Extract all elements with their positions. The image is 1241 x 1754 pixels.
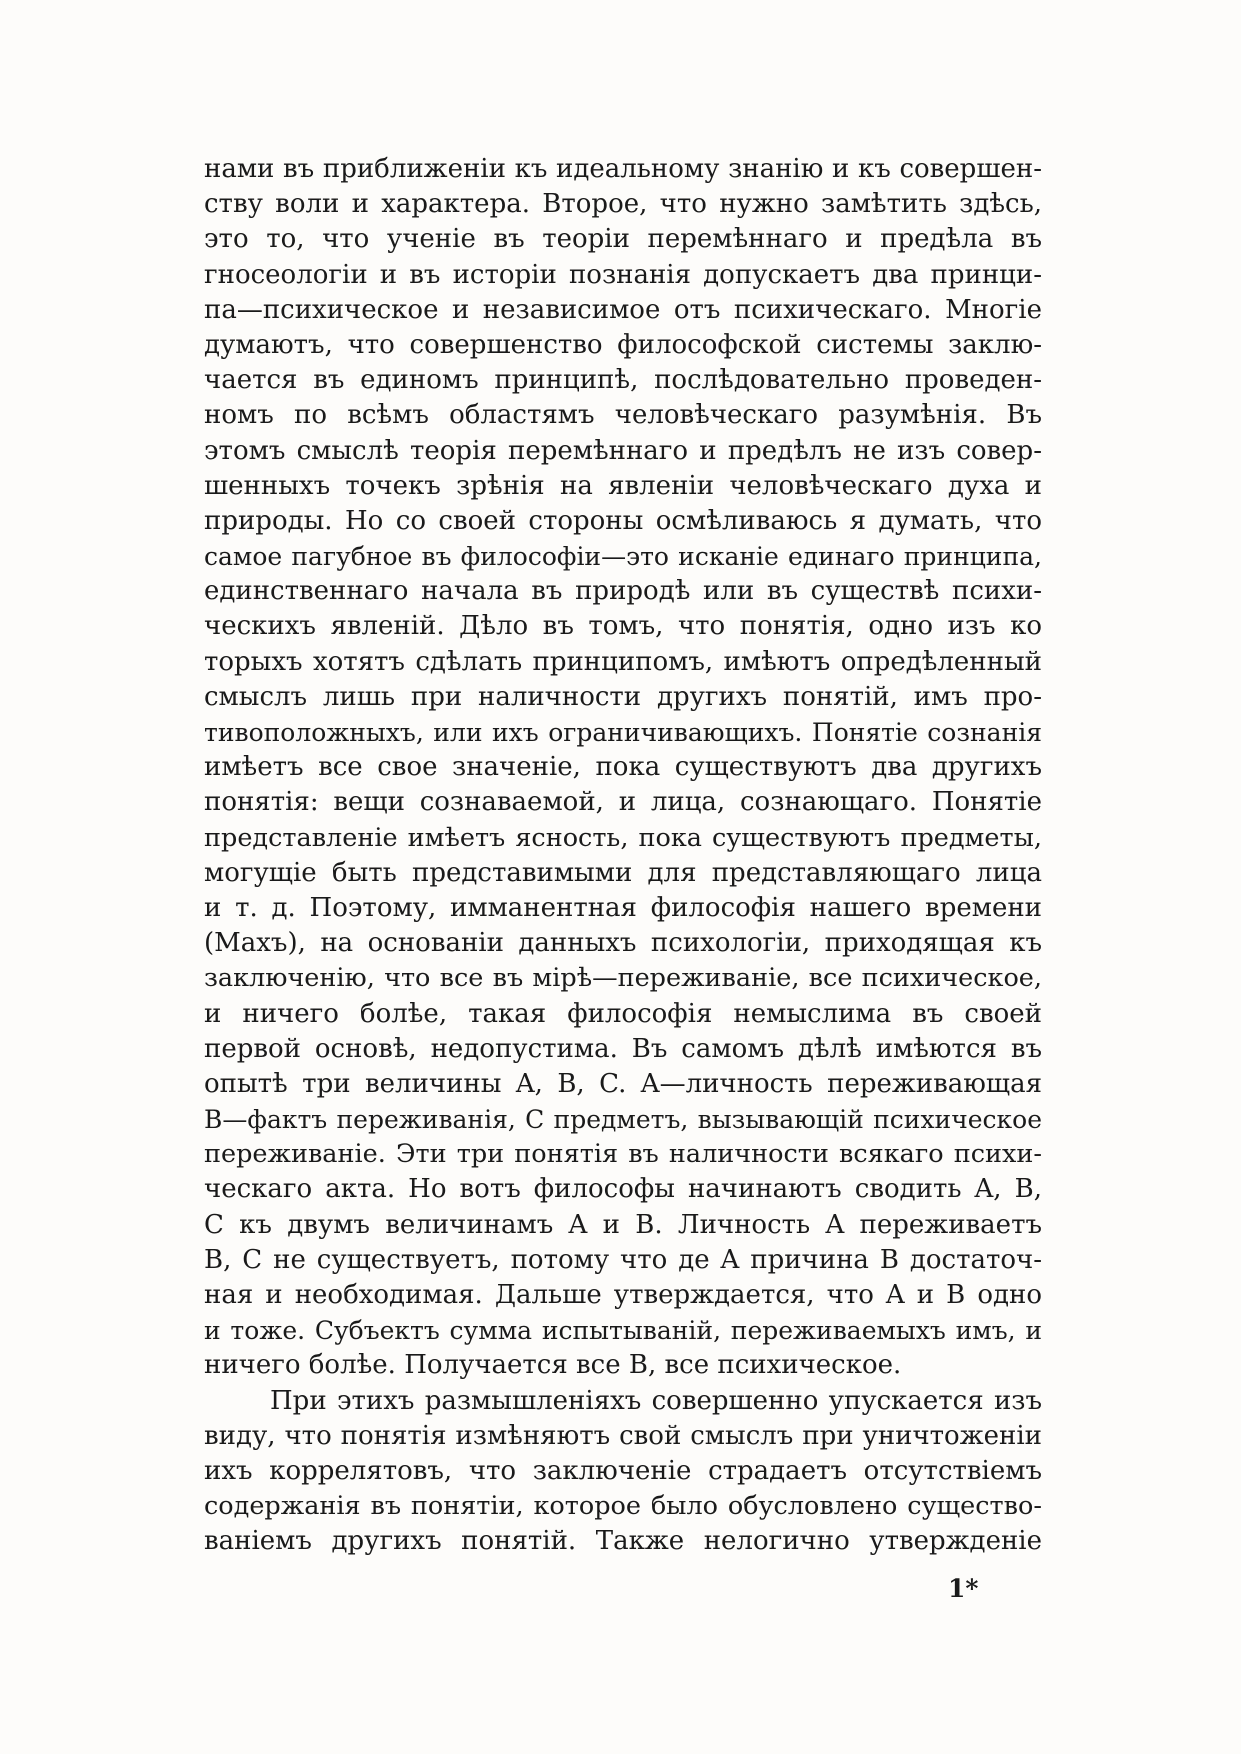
text-line: ничего болѣе. Получается все B, все психическое. bbox=[204, 1350, 902, 1381]
text-line: это то, что ученіе въ теоріи перемѣннаго и предѣла въ bbox=[204, 224, 1042, 255]
text-line: торыхъ хотятъ сдѣлать принципомъ, имѣютъ опредѣленный bbox=[204, 646, 1042, 677]
text-line: этомъ смыслѣ теорія перемѣннаго и предѣлъ не изъ совер- bbox=[204, 435, 1042, 466]
text-line: ческихъ явленій. Дѣло въ томъ, что понятія, одно изъ ко bbox=[204, 611, 1042, 642]
text-line: понятія: вещи сознаваемой, и лица, сознающаго. Понятіе bbox=[204, 787, 1042, 818]
text-line: заключенію, что все въ мірѣ—переживаніе, все психическое, bbox=[204, 963, 1042, 994]
paragraph-2 bbox=[204, 1384, 1042, 1560]
text-line: ству воли и характера. Второе, что нужно замѣтить здѣсь, bbox=[204, 189, 1042, 220]
text-line: могущіе быть представимыми для представляющаго лица bbox=[204, 857, 1042, 888]
text-line: самое пагубное въ философіи—это исканіе единаго принципа, bbox=[204, 542, 1042, 572]
text-line: па—психическое и независимое отъ психическаго. Многіе bbox=[204, 294, 1042, 325]
text-line: переживаніе. Эти три понятія въ наличности всякаго психи- bbox=[204, 1139, 1042, 1170]
text-line: чается въ единомъ принципѣ, послѣдовательно проведен- bbox=[204, 365, 1042, 396]
paragraph-1 bbox=[204, 152, 1042, 1384]
text-line: гносеологіи и въ исторіи познанія допускаетъ два принци- bbox=[204, 259, 1042, 290]
text-line: ная и необходимая. Дальше утверждается, что A и B одно bbox=[204, 1280, 1042, 1310]
text-line: единственнаго начала въ природѣ или въ существѣ психи- bbox=[204, 576, 1042, 607]
text-line: представленіе имѣетъ ясность, пока существуютъ предметы, bbox=[204, 822, 1042, 853]
text-line: номъ по всѣмъ областямъ человѣческаго разумѣнія. Въ bbox=[204, 400, 1042, 431]
text-line: C къ двумъ величинамъ A и B. Личность A переживаетъ bbox=[204, 1209, 1042, 1240]
text-line: и т. д. Поэтому, имманентная философія нашего времени bbox=[204, 892, 1042, 923]
text-line: содержанія въ понятіи, которое было обусловлено существо- bbox=[204, 1491, 1042, 1522]
text-line: имѣетъ все свое значеніе, пока существуютъ два другихъ bbox=[204, 752, 1042, 783]
text-line: виду, что понятія измѣняютъ свой смыслъ при уничтоженіи bbox=[204, 1420, 1042, 1451]
text-line: B—фактъ переживанія, C предметъ, вызывающій психическое bbox=[204, 1105, 1042, 1135]
text-line: и ничего болѣе, такая философія немыслима въ своей bbox=[204, 998, 1042, 1029]
text-line: B, C не существуетъ, потому что де A причина B достаточ- bbox=[204, 1244, 1042, 1275]
text-line: опытѣ три величины A, B, C. A—личность переживающая bbox=[204, 1068, 1042, 1099]
text-line: первой основѣ, недопустима. Въ самомъ дѣлѣ имѣются въ bbox=[204, 1033, 1042, 1064]
text-line: ческаго акта. Но вотъ философы начинаютъ сводить A, B, bbox=[204, 1174, 1042, 1205]
text-line: и тоже. Субъектъ сумма испытываній, переживаемыхъ имъ, и bbox=[204, 1316, 1042, 1346]
text-line: (Махъ), на основаніи данныхъ психологіи, приходящая къ bbox=[204, 928, 1042, 959]
text-line: ваніемъ другихъ понятій. Также нелогично утвержденіе bbox=[204, 1526, 1042, 1557]
text-line: тивоположныхъ, или ихъ ограничивающихъ. Понятіе сознанія bbox=[204, 718, 1042, 747]
text-line: шенныхъ точекъ зрѣнія на явленіи человѣческаго духа и bbox=[204, 470, 1042, 501]
text-line: ихъ коррелятовъ, что заключеніе страдаетъ отсутствіемъ bbox=[204, 1455, 1042, 1486]
text-line: природы. Но со своей стороны осмѣливаюсь я думать, что bbox=[204, 505, 1042, 536]
text-line: смыслъ лишь при наличности другихъ понятій, имъ про- bbox=[204, 681, 1042, 712]
text-line: При этихъ размышленіяхъ совершенно упускается изъ bbox=[270, 1385, 1042, 1416]
text-line: думаютъ, что совершенство философской системы заклю- bbox=[204, 329, 1042, 360]
body-text bbox=[204, 152, 1042, 1560]
page-number: 1* bbox=[948, 1574, 979, 1603]
text-line: нами въ приближеніи къ идеальному знанію и къ совершен- bbox=[204, 154, 1042, 184]
